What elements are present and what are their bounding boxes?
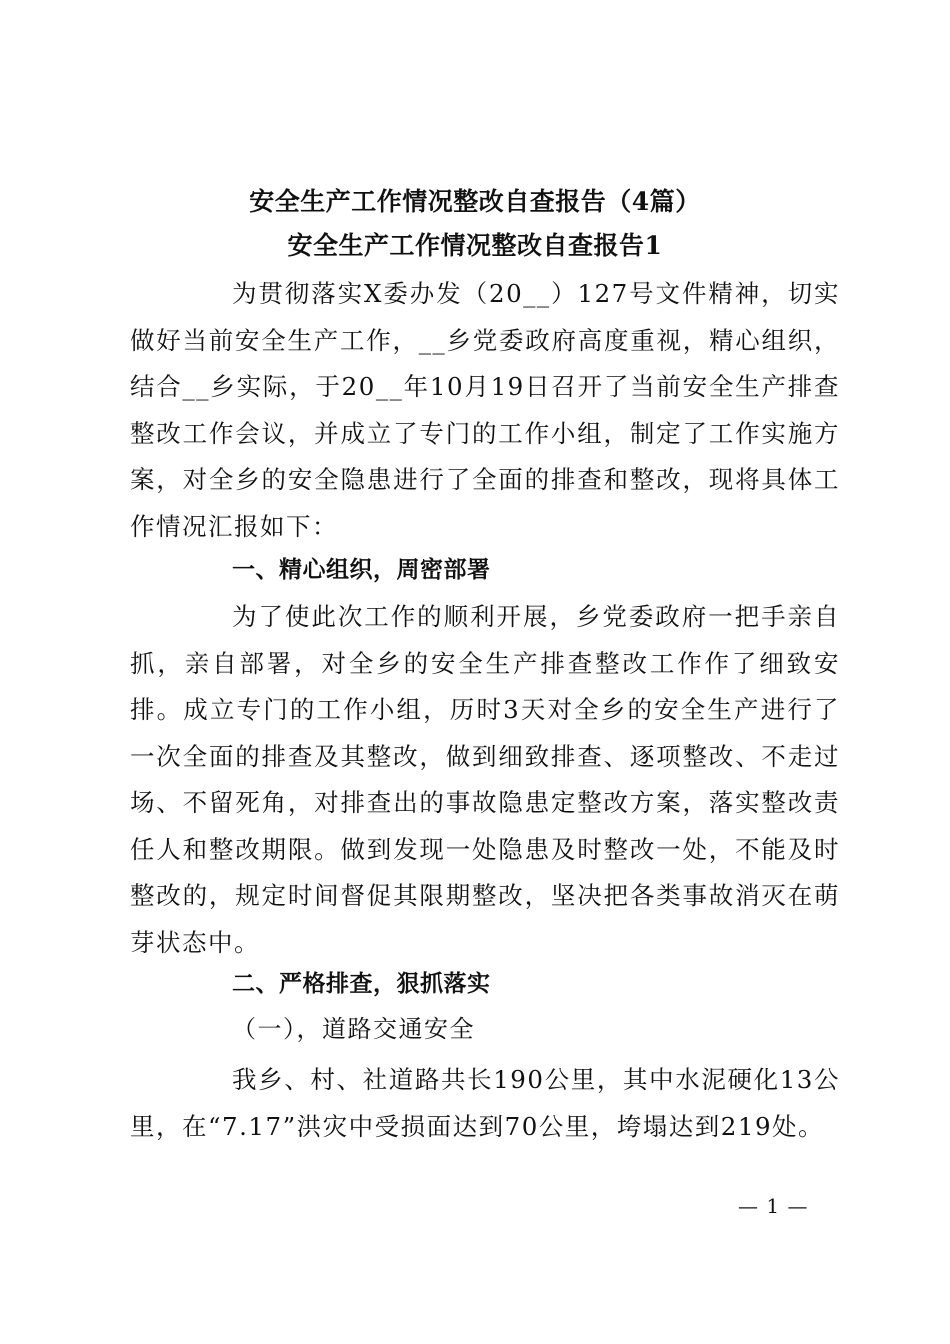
section-1-heading: 一、精心组织，周密部署 [232, 557, 491, 583]
section-1-paragraph: 为了使此次工作的顺利开展，乡党委政府一把手亲自抓，亲自部署，对全乡的安全生产排查整改工作作了细致安排。成立专门的工作小组，历时3天对全乡的安全生产进行了一次全面的排查及其整改，做到细致排查、逐项整改、不走过场、不留死角，对排查出的事故隐患定整改方案，落实整改责任人和整改期限。做到发现一处隐患及时整改一处，不能及时整改的，规定时间督促其限期整改，坚决把各类事故消灭在萌芽状态中。 [130, 602, 840, 957]
document-subtitle: 安全生产工作情况整改自查报告1 [287, 231, 663, 260]
intro-paragraph: 为贯彻落实X委办发（20__）127号文件精神，切实做好当前安全生产工作，__乡党委政府高度重视，精心组织，结合__乡实际，于20__年10月19日召开了当前安全生产排查整改工作会议，并成立了专门的工作小组，制定了工作实施方案，对全乡的安全隐患进行了全面的排查和整改，现将具体工作情况汇报如下： [130, 279, 840, 541]
page-number: — 1 — [738, 1194, 809, 1218]
section-2-heading: 二、严格排查，狠抓落实 [232, 971, 491, 997]
section-2-paragraph: 我乡、村、社道路共长190公里，其中水泥硬化13公里，在“7.17”洪灾中受损面达到70公里，垮塌达到219处。 [130, 1065, 840, 1141]
document-title: 安全生产工作情况整改自查报告（4篇） [249, 187, 701, 216]
section-2-subheading: （一），道路交通安全 [232, 1015, 475, 1043]
